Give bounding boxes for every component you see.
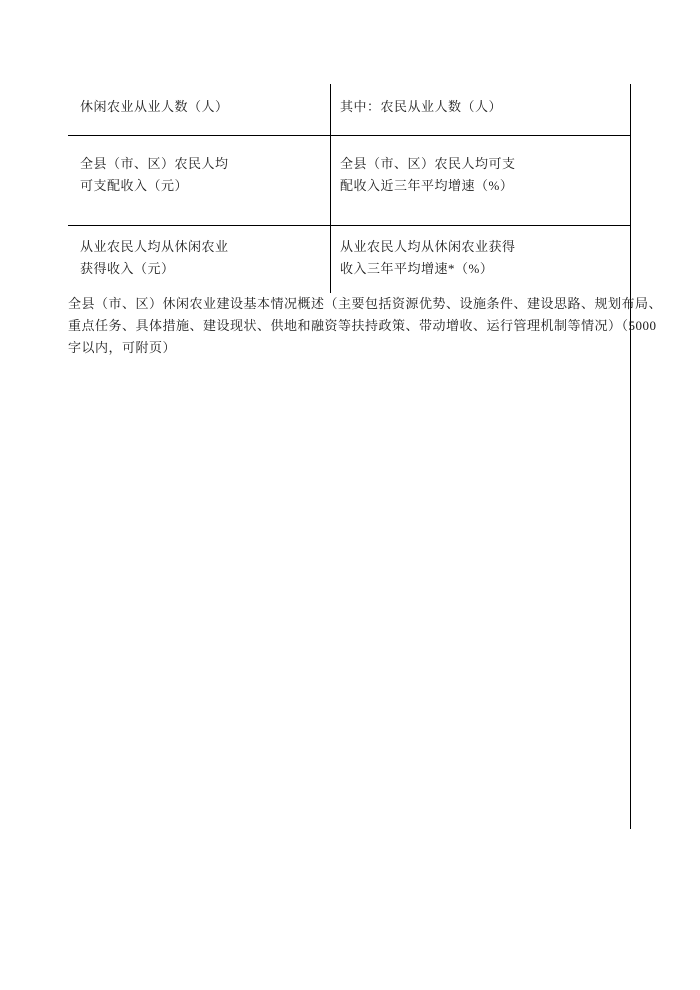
cell-leisure-income [80, 236, 229, 280]
cell-line: 获得收入（元） [80, 261, 175, 276]
cell-farmer-income-growth [340, 153, 516, 197]
overview-line: 重点任务、具体措施、建设现状、供地和融资等扶持政策、带动增收、运行管理机制等情况）（5000 [68, 318, 657, 333]
cell-farmer-disposable-income [80, 153, 229, 197]
cell-line: 其中：农民从业人数（人） [340, 99, 503, 114]
overview-line: 字以内，可附页） [68, 340, 177, 355]
overview-paragraph [68, 293, 663, 359]
overview-line: 全县（市、区）休闲农业建设基本情况概述（主要包括资源优势、设施条件、建设思路、规划布局、 [68, 296, 663, 311]
table-row-divider-1 [68, 135, 631, 136]
cell-line: 配收入近三年平均增速（%） [340, 178, 514, 193]
table-row-divider-2 [68, 225, 631, 226]
cell-line: 休闲农业从业人数（人） [80, 99, 229, 114]
cell-line: 全县（市、区）农民人均 [80, 156, 229, 171]
cell-line: 收入三年平均增速*（%） [340, 261, 494, 276]
cell-line: 全县（市、区）农民人均可支 [340, 156, 516, 171]
cell-line: 从业农民人均从休闲农业获得 [340, 239, 516, 254]
cell-line: 可支配收入（元） [80, 178, 189, 193]
cell-farmer-employees [340, 96, 502, 118]
cell-leisure-income-growth [340, 236, 516, 280]
table-right-border [630, 84, 631, 829]
table-column-divider [330, 84, 331, 293]
cell-leisure-agri-employees [80, 96, 229, 118]
cell-line: 从业农民人均从休闲农业 [80, 239, 229, 254]
